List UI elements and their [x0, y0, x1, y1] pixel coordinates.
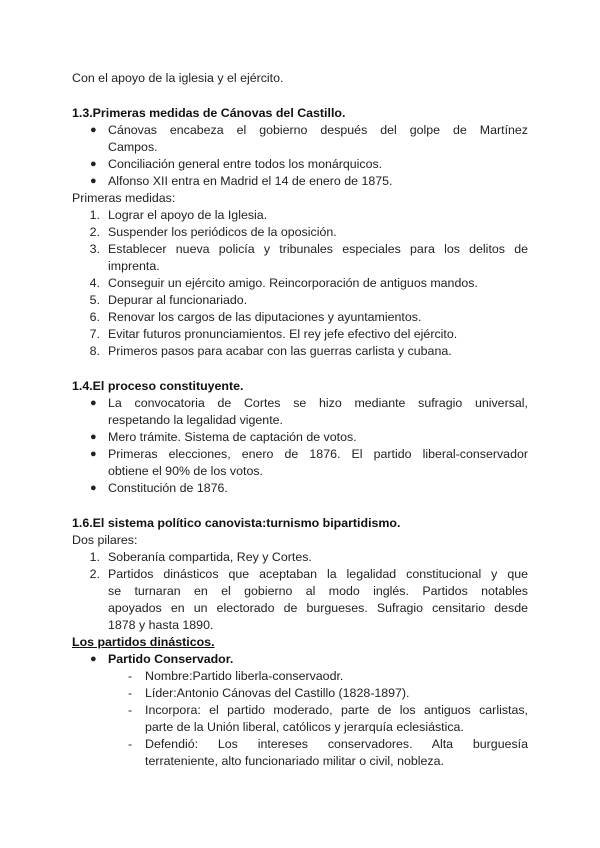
bullet-icon: ●	[90, 653, 97, 665]
list-number: 4.	[89, 276, 100, 290]
bullet-icon: ●	[90, 124, 97, 136]
list-item: Lograr el apoyo de la Iglesia.	[108, 208, 268, 222]
bullet-icon: ●	[90, 175, 97, 187]
list-item: Partidos dinásticos que aceptaban la legalidad constitucional y que	[108, 567, 528, 581]
list-item: Suspender los periódicos de la oposición.	[108, 225, 337, 239]
party-conservador-label: Partido Conservador.	[108, 652, 234, 666]
section-heading-1-4: 1.4.El proceso constituyente.	[72, 379, 244, 393]
list-number: 6.	[89, 310, 100, 324]
dash-marker: -	[128, 703, 133, 717]
bullet-icon: ●	[90, 158, 97, 170]
bullet-text: La convocatoria de Cortes se hizo mediante sufragio universal,	[108, 396, 528, 410]
section-heading-1-3: 1.3.Primeras medidas de Cánovas del Castillo.	[72, 106, 346, 120]
list-number: 1.	[89, 208, 100, 222]
parties-heading: Los partidos dinásticos.	[72, 635, 215, 649]
bullet-text: Primeras elecciones, enero de 1876. El partido liberal-conservador	[108, 447, 528, 461]
list-number: 2.	[89, 567, 100, 581]
bullet-text: Constitución de 1876.	[108, 481, 228, 495]
bullet-text: Alfonso XII entra en Madrid el 14 de enero de 1875.	[108, 174, 393, 188]
bullet-text: Cánovas encabeza el gobierno después del golpe de Martínez	[108, 123, 528, 137]
dash-marker: -	[128, 737, 133, 751]
list-item-cont: se turnaran en el gobierno al modo inglés. Partidos notables	[108, 584, 528, 598]
party-detail-cont: parte de la Unión liberal, católicos y jerarquía eclesiástica.	[145, 720, 464, 734]
bullet-text: Conciliación general entre todos los monárquicos.	[108, 157, 383, 171]
list-item: Soberanía compartida, Rey y Cortes.	[108, 550, 312, 564]
list-item: Conseguir un ejército amigo. Reincorporación de antiguos mandos.	[108, 276, 478, 290]
list-item: Evitar futuros pronunciamientos. El rey jefe efectivo del ejército.	[108, 327, 458, 341]
bullet-text: Mero trámite. Sistema de captación de votos.	[108, 430, 357, 444]
bullet-icon: ●	[90, 397, 97, 409]
sublabel-dos-pilares: Dos pilares:	[72, 533, 138, 547]
bullet-text-cont: Campos.	[108, 140, 158, 154]
list-item: Establecer nueva policía y tribunales especiales para los delitos de	[108, 242, 528, 256]
list-number: 7.	[89, 327, 100, 341]
list-item: Renovar los cargos de las diputaciones y ayuntamientos.	[108, 310, 422, 324]
bullet-icon: ●	[90, 431, 97, 443]
list-number: 8.	[89, 344, 100, 358]
list-item-cont: 1878 y hasta 1890.	[108, 618, 214, 632]
list-item: Primeros pasos para acabar con las guerras carlista y cubana.	[108, 344, 452, 358]
list-item-cont: apoyados en un electorado de burgueses. Sufragio censitario desde	[108, 601, 528, 615]
bullet-text-cont: obtiene el 90% de los votos.	[108, 464, 263, 478]
party-detail: Nombre:Partido liberla-conservaodr.	[145, 669, 344, 683]
sublabel-primeras-medidas: Primeras medidas:	[72, 191, 176, 205]
list-number: 2.	[89, 225, 100, 239]
dash-marker: -	[128, 669, 133, 683]
intro-line: Con el apoyo de la iglesia y el ejército.	[72, 71, 284, 85]
list-number: 5.	[89, 293, 100, 307]
section-heading-1-6: 1.6.El sistema político canovista:turnismo bipartidismo.	[72, 516, 401, 530]
dash-marker: -	[128, 686, 133, 700]
party-detail: Defendió: Los intereses conservadores. Alta burguesía	[145, 737, 528, 751]
list-number: 3.	[89, 242, 100, 256]
party-detail: Líder:Antonio Cánovas del Castillo (1828-1897).	[145, 686, 410, 700]
bullet-icon: ●	[90, 482, 97, 494]
party-detail-cont: terrateniente, alto funcionariado militar o civil, nobleza.	[145, 754, 444, 768]
bullet-text-cont: respetando la legalidad vigente.	[108, 413, 283, 427]
list-number: 1.	[89, 550, 100, 564]
list-item: Depurar al funcionariado.	[108, 293, 248, 307]
party-detail: Incorpora: el partido moderado, parte de los antiguos carlistas,	[145, 703, 528, 717]
list-item-cont: imprenta.	[108, 259, 160, 273]
bullet-icon: ●	[90, 448, 97, 460]
